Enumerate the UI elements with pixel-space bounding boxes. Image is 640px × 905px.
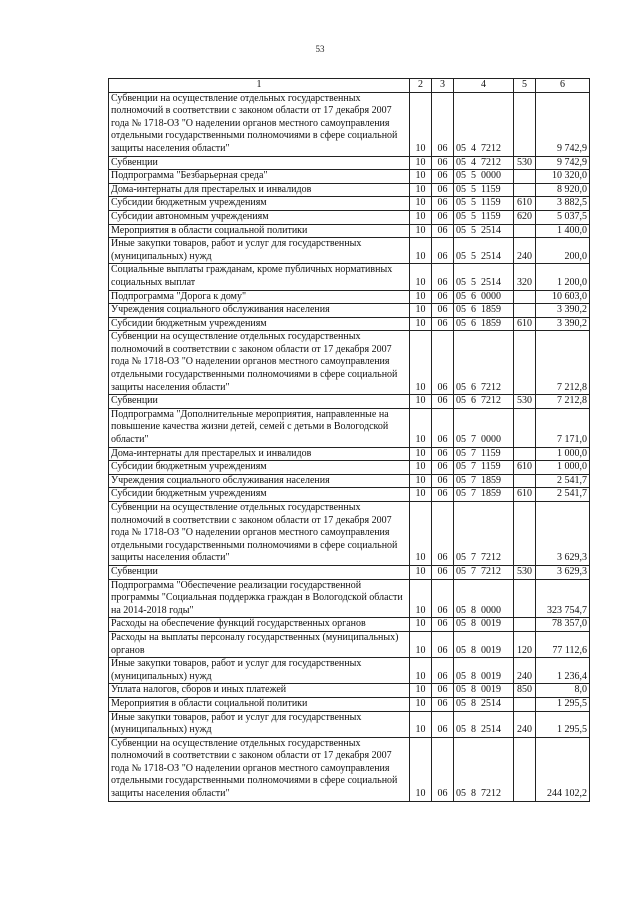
- row-expense-type: 850: [514, 684, 536, 698]
- row-subsection: 06: [432, 238, 454, 264]
- row-section: 10: [410, 210, 432, 224]
- row-target-code: 05 7 1159: [454, 447, 514, 461]
- row-target-code: 05 5 1159: [454, 210, 514, 224]
- row-name: Иные закупки товаров, работ и услуг для государственных (муниципальных) нужд: [109, 658, 410, 684]
- row-section: 10: [410, 697, 432, 711]
- row-section: 10: [410, 447, 432, 461]
- table-row: [109, 290, 590, 304]
- row-subsection: 06: [432, 331, 454, 395]
- row-amount: 3 629,3: [536, 502, 590, 566]
- row-target-code: 05 4 7212: [454, 92, 514, 156]
- table-row: [109, 711, 590, 737]
- row-target-code: 05 6 7212: [454, 331, 514, 395]
- row-amount: 8 920,0: [536, 183, 590, 197]
- table-row: [109, 304, 590, 318]
- row-section: 10: [410, 474, 432, 488]
- table-row: [109, 264, 590, 290]
- row-subsection: 06: [432, 317, 454, 331]
- table-row: [109, 579, 590, 618]
- row-expense-type: 610: [514, 488, 536, 502]
- row-subsection: 06: [432, 684, 454, 698]
- row-expense-type: 530: [514, 156, 536, 170]
- row-amount: 7 171,0: [536, 408, 590, 447]
- header-col-2: 2: [410, 79, 432, 93]
- row-expense-type: [514, 618, 536, 632]
- row-subsection: 06: [432, 408, 454, 447]
- row-expense-type: [514, 447, 536, 461]
- row-amount: 3 882,5: [536, 197, 590, 211]
- row-amount: 3 629,3: [536, 565, 590, 579]
- row-section: 10: [410, 238, 432, 264]
- row-target-code: 05 4 7212: [454, 156, 514, 170]
- row-name: Подпрограмма "Обеспечение реализации государственной программы "Социальная поддержка граждан в Вологодской области на 2014-2018 годы": [109, 579, 410, 618]
- row-subsection: 06: [432, 447, 454, 461]
- row-expense-type: [514, 224, 536, 238]
- row-subsection: 06: [432, 170, 454, 184]
- row-section: 10: [410, 502, 432, 566]
- header-col-6: 6: [536, 79, 590, 93]
- row-amount: 77 112,6: [536, 631, 590, 657]
- row-amount: 1 295,5: [536, 711, 590, 737]
- row-section: 10: [410, 183, 432, 197]
- row-name: Субсидии автономным учреждениям: [109, 210, 410, 224]
- row-target-code: 05 7 1159: [454, 461, 514, 475]
- row-name: Учреждения социального обслуживания населения: [109, 304, 410, 318]
- row-amount: 1 000,0: [536, 447, 590, 461]
- row-section: 10: [410, 264, 432, 290]
- table-row: [109, 395, 590, 409]
- row-amount: 1 236,4: [536, 658, 590, 684]
- row-amount: 1 000,0: [536, 461, 590, 475]
- row-expense-type: 530: [514, 565, 536, 579]
- row-amount: 7 212,8: [536, 395, 590, 409]
- header-col-4: 4: [454, 79, 514, 93]
- row-target-code: 05 8 2514: [454, 711, 514, 737]
- row-amount: 9 742,9: [536, 92, 590, 156]
- row-section: 10: [410, 711, 432, 737]
- row-name: Субвенции: [109, 395, 410, 409]
- row-subsection: 06: [432, 579, 454, 618]
- table-row: [109, 447, 590, 461]
- header-row: [109, 79, 590, 93]
- row-section: 10: [410, 631, 432, 657]
- row-expense-type: 240: [514, 238, 536, 264]
- table-row: [109, 317, 590, 331]
- row-section: 10: [410, 197, 432, 211]
- row-subsection: 06: [432, 488, 454, 502]
- row-target-code: 05 8 0019: [454, 658, 514, 684]
- row-section: 10: [410, 317, 432, 331]
- row-subsection: 06: [432, 697, 454, 711]
- row-name: Дома-интернаты для престарелых и инвалидов: [109, 183, 410, 197]
- row-name: Субвенции: [109, 156, 410, 170]
- row-target-code: 05 8 2514: [454, 697, 514, 711]
- row-target-code: 05 8 7212: [454, 737, 514, 801]
- row-name: Социальные выплаты гражданам, кроме публичных нормативных социальных выплат: [109, 264, 410, 290]
- header-col-1: 1: [109, 79, 410, 93]
- row-section: 10: [410, 224, 432, 238]
- table-row: [109, 197, 590, 211]
- row-target-code: 05 5 2514: [454, 264, 514, 290]
- row-name: Субвенции на осуществление отдельных государственных полномочий в соответствии с законом области от 17 декабря 2007 года № 1718-ОЗ "О наделении органов местного самоуправления отдельными государственными полномочиями в сфере социальной защиты населения области": [109, 331, 410, 395]
- row-subsection: 06: [432, 183, 454, 197]
- row-expense-type: [514, 331, 536, 395]
- row-section: 10: [410, 579, 432, 618]
- row-subsection: 06: [432, 461, 454, 475]
- row-target-code: 05 5 1159: [454, 197, 514, 211]
- table-row: [109, 170, 590, 184]
- table-row: [109, 156, 590, 170]
- header-col-3: 3: [432, 79, 454, 93]
- row-target-code: 05 7 7212: [454, 502, 514, 566]
- row-subsection: 06: [432, 264, 454, 290]
- table-row: [109, 684, 590, 698]
- page-number: 53: [315, 44, 325, 54]
- row-target-code: 05 5 0000: [454, 170, 514, 184]
- row-expense-type: 240: [514, 711, 536, 737]
- row-subsection: 06: [432, 156, 454, 170]
- row-name: Субвенции на осуществление отдельных государственных полномочий в соответствии с законом области от 17 декабря 2007 года № 1718-ОЗ "О наделении органов местного самоуправления отдельными государственными полномочиями в сфере социальной защиты населения области": [109, 737, 410, 801]
- row-expense-type: [514, 737, 536, 801]
- row-name: Субвенции на осуществление отдельных государственных полномочий в соответствии с законом области от 17 декабря 2007 года № 1718-ОЗ "О наделении органов местного самоуправления отдельными государственными полномочиями в сфере социальной защиты населения области": [109, 502, 410, 566]
- row-expense-type: 530: [514, 395, 536, 409]
- row-name: Расходы на выплаты персоналу государственных (муниципальных) органов: [109, 631, 410, 657]
- row-section: 10: [410, 618, 432, 632]
- table-row: [109, 238, 590, 264]
- row-subsection: 06: [432, 197, 454, 211]
- row-subsection: 06: [432, 395, 454, 409]
- row-expense-type: [514, 92, 536, 156]
- row-section: 10: [410, 290, 432, 304]
- row-amount: 7 212,8: [536, 331, 590, 395]
- row-expense-type: [514, 290, 536, 304]
- row-section: 10: [410, 170, 432, 184]
- row-expense-type: 610: [514, 197, 536, 211]
- table-row: [109, 737, 590, 801]
- row-name: Иные закупки товаров, работ и услуг для государственных (муниципальных) нужд: [109, 711, 410, 737]
- row-amount: 10 320,0: [536, 170, 590, 184]
- row-subsection: 06: [432, 618, 454, 632]
- row-subsection: 06: [432, 631, 454, 657]
- row-target-code: 05 6 0000: [454, 290, 514, 304]
- row-name: Учреждения социального обслуживания населения: [109, 474, 410, 488]
- table-row: [109, 618, 590, 632]
- row-amount: 8,0: [536, 684, 590, 698]
- row-section: 10: [410, 565, 432, 579]
- row-amount: 200,0: [536, 238, 590, 264]
- row-expense-type: [514, 183, 536, 197]
- row-expense-type: 120: [514, 631, 536, 657]
- budget-table: [108, 78, 590, 802]
- row-expense-type: [514, 502, 536, 566]
- row-amount: 10 603,0: [536, 290, 590, 304]
- row-name: Субсидии бюджетным учреждениям: [109, 197, 410, 211]
- row-target-code: 05 7 1859: [454, 474, 514, 488]
- row-amount: 1 400,0: [536, 224, 590, 238]
- header-col-5: 5: [514, 79, 536, 93]
- row-section: 10: [410, 408, 432, 447]
- row-amount: 3 390,2: [536, 317, 590, 331]
- row-target-code: 05 7 0000: [454, 408, 514, 447]
- row-amount: 5 037,5: [536, 210, 590, 224]
- row-subsection: 06: [432, 92, 454, 156]
- row-subsection: 06: [432, 658, 454, 684]
- table-row: [109, 631, 590, 657]
- row-target-code: 05 8 0019: [454, 684, 514, 698]
- row-expense-type: [514, 474, 536, 488]
- row-amount: 1 200,0: [536, 264, 590, 290]
- row-target-code: 05 7 1859: [454, 488, 514, 502]
- table-row: [109, 697, 590, 711]
- table-body: [109, 92, 590, 801]
- row-amount: 1 295,5: [536, 697, 590, 711]
- row-subsection: 06: [432, 224, 454, 238]
- row-section: 10: [410, 461, 432, 475]
- table-row: [109, 658, 590, 684]
- row-section: 10: [410, 395, 432, 409]
- row-amount: 2 541,7: [536, 474, 590, 488]
- row-name: Субсидии бюджетным учреждениям: [109, 461, 410, 475]
- table-row: [109, 565, 590, 579]
- row-expense-type: [514, 304, 536, 318]
- row-subsection: 06: [432, 737, 454, 801]
- row-section: 10: [410, 156, 432, 170]
- row-expense-type: 240: [514, 658, 536, 684]
- row-name: Расходы на обеспечение функций государственных органов: [109, 618, 410, 632]
- row-section: 10: [410, 684, 432, 698]
- row-section: 10: [410, 488, 432, 502]
- table-row: [109, 331, 590, 395]
- row-expense-type: 610: [514, 461, 536, 475]
- row-section: 10: [410, 658, 432, 684]
- row-section: 10: [410, 92, 432, 156]
- row-target-code: 05 8 0019: [454, 618, 514, 632]
- row-target-code: 05 5 1159: [454, 183, 514, 197]
- row-name: Подпрограмма "Дорога к дому": [109, 290, 410, 304]
- row-target-code: 05 8 0000: [454, 579, 514, 618]
- row-name: Иные закупки товаров, работ и услуг для государственных (муниципальных) нужд: [109, 238, 410, 264]
- row-amount: 244 102,2: [536, 737, 590, 801]
- row-name: Субвенции на осуществление отдельных государственных полномочий в соответствии с законом области от 17 декабря 2007 года № 1718-ОЗ "О наделении органов местного самоуправления отдельными государственными полномочиями в сфере социальной защиты населения области": [109, 92, 410, 156]
- row-subsection: 06: [432, 290, 454, 304]
- row-expense-type: [514, 170, 536, 184]
- table-row: [109, 183, 590, 197]
- row-name: Дома-интернаты для престарелых и инвалидов: [109, 447, 410, 461]
- table-row: [109, 461, 590, 475]
- row-target-code: 05 5 2514: [454, 238, 514, 264]
- row-target-code: 05 6 1859: [454, 317, 514, 331]
- row-amount: 323 754,7: [536, 579, 590, 618]
- row-name: Подпрограмма "Дополнительные мероприятия, направленные на повышение качества жизни детей, семей с детьми в Вологодской области": [109, 408, 410, 447]
- table-row: [109, 408, 590, 447]
- table-row: [109, 474, 590, 488]
- row-name: Субсидии бюджетным учреждениям: [109, 488, 410, 502]
- row-name: Субсидии бюджетным учреждениям: [109, 317, 410, 331]
- table-row: [109, 210, 590, 224]
- row-amount: 3 390,2: [536, 304, 590, 318]
- row-name: Подпрограмма "Безбарьерная среда": [109, 170, 410, 184]
- row-expense-type: [514, 579, 536, 618]
- row-subsection: 06: [432, 210, 454, 224]
- row-expense-type: 620: [514, 210, 536, 224]
- row-amount: 9 742,9: [536, 156, 590, 170]
- row-expense-type: 320: [514, 264, 536, 290]
- table-row: [109, 224, 590, 238]
- row-expense-type: [514, 697, 536, 711]
- row-target-code: 05 6 1859: [454, 304, 514, 318]
- table-row: [109, 502, 590, 566]
- row-section: 10: [410, 737, 432, 801]
- row-target-code: 05 5 2514: [454, 224, 514, 238]
- row-expense-type: [514, 408, 536, 447]
- row-subsection: 06: [432, 304, 454, 318]
- row-expense-type: 610: [514, 317, 536, 331]
- table-row: [109, 92, 590, 156]
- row-subsection: 06: [432, 711, 454, 737]
- row-amount: 2 541,7: [536, 488, 590, 502]
- row-amount: 78 357,0: [536, 618, 590, 632]
- row-subsection: 06: [432, 502, 454, 566]
- row-subsection: 06: [432, 474, 454, 488]
- row-target-code: 05 8 0019: [454, 631, 514, 657]
- row-name: Уплата налогов, сборов и иных платежей: [109, 684, 410, 698]
- row-name: Субвенции: [109, 565, 410, 579]
- row-section: 10: [410, 331, 432, 395]
- row-target-code: 05 7 7212: [454, 565, 514, 579]
- row-section: 10: [410, 304, 432, 318]
- row-name: Мероприятия в области социальной политики: [109, 224, 410, 238]
- row-subsection: 06: [432, 565, 454, 579]
- row-name: Мероприятия в области социальной политики: [109, 697, 410, 711]
- row-target-code: 05 6 7212: [454, 395, 514, 409]
- table-row: [109, 488, 590, 502]
